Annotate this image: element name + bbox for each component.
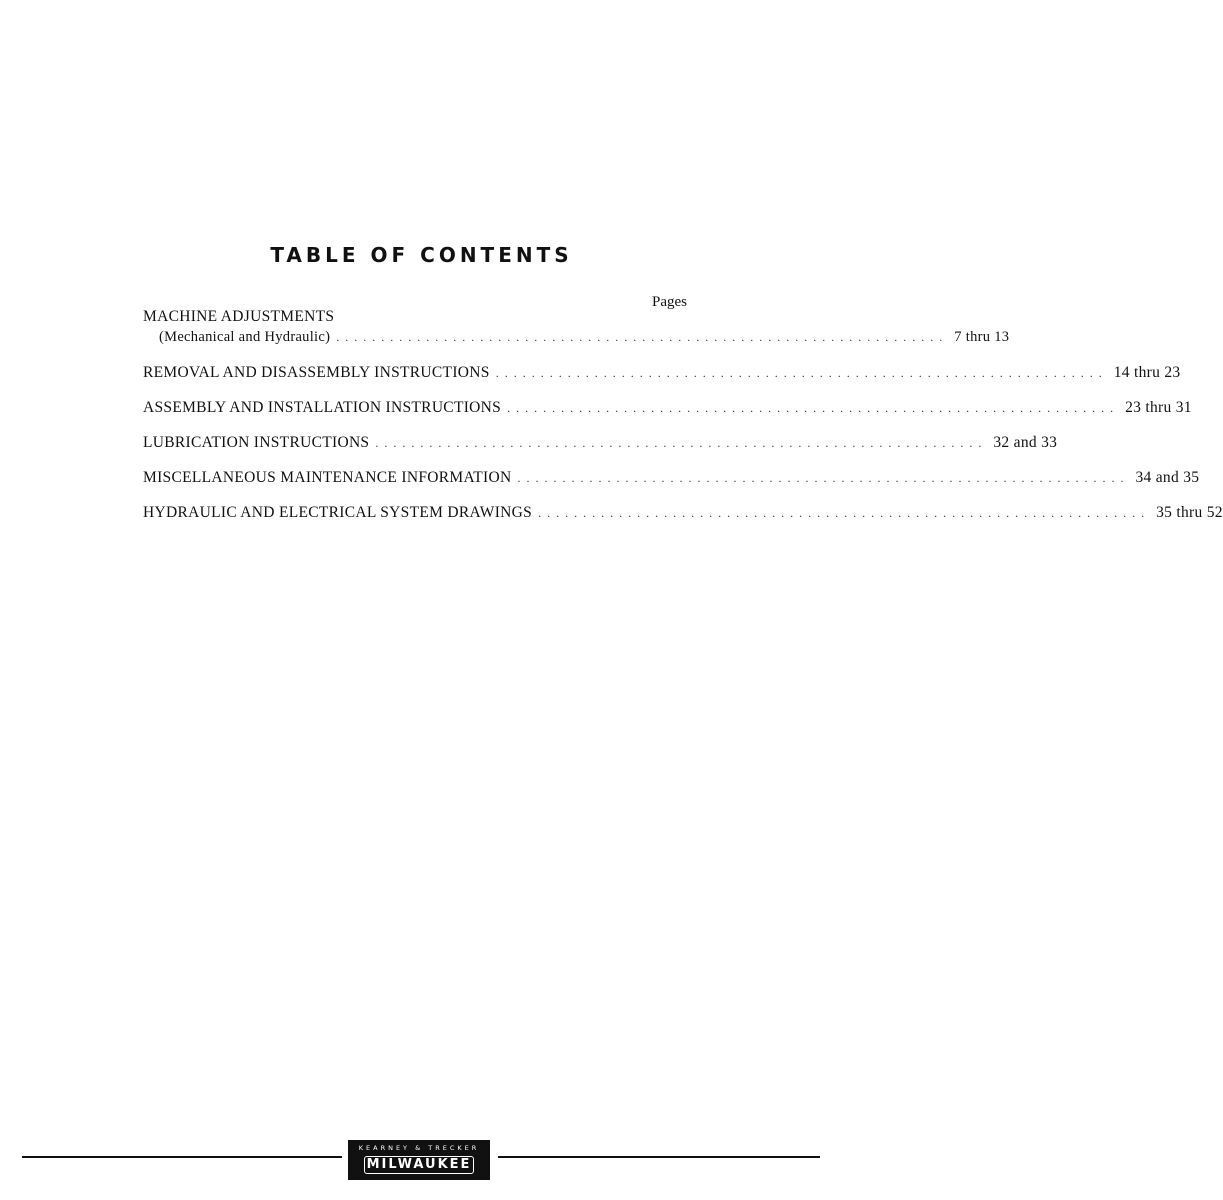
toc-entry-pages: 14 thru 23 bbox=[1113, 364, 1181, 381]
footer-rule-right bbox=[498, 1156, 820, 1158]
toc-entry-label: MACHINE ADJUSTMENTS bbox=[143, 308, 335, 325]
toc-entry-pages: 23 thru 31 bbox=[1125, 399, 1192, 416]
toc-entry-label: HYDRAULIC AND ELECTRICAL SYSTEM DRAWINGS bbox=[143, 504, 533, 521]
toc-entry-label: MISCELLANEOUS MAINTENANCE INFORMATION bbox=[143, 469, 512, 486]
dot-leader: .................................................................... bbox=[336, 330, 949, 344]
toc-entry-pages: 32 and 33 bbox=[993, 434, 1058, 451]
dot-leader: .................................................................... bbox=[507, 401, 1120, 415]
toc-entry-sublabel: (Mechanical and Hydraulic) bbox=[159, 329, 331, 345]
toc-list bbox=[143, 308, 1223, 525]
toc-entry bbox=[143, 364, 1181, 385]
toc-entry bbox=[143, 469, 1200, 490]
toc-entry-label: REMOVAL AND DISASSEMBLY INSTRUCTIONS bbox=[143, 364, 490, 381]
toc-entry bbox=[143, 329, 1010, 350]
dot-leader: .................................................................... bbox=[495, 366, 1108, 380]
toc-entry-pages: 34 and 35 bbox=[1135, 469, 1200, 486]
pages-column-header: Pages bbox=[652, 294, 687, 310]
logo-top-text: KEARNEY & TRECKER bbox=[358, 1144, 480, 1152]
dot-leader: .................................................................... bbox=[517, 471, 1130, 485]
toc-entry-pages: 35 thru 52 bbox=[1156, 504, 1223, 521]
toc-entry bbox=[143, 434, 1058, 455]
toc-entry-label: LUBRICATION INSTRUCTIONS bbox=[143, 434, 370, 451]
toc-entry-pages: 7 thru 13 bbox=[954, 329, 1010, 345]
page-title: TABLE OF CONTENTS bbox=[270, 243, 573, 267]
dot-leader: .................................................................... bbox=[538, 506, 1151, 520]
dot-leader: .................................................................... bbox=[375, 436, 988, 450]
toc-entry-label: ASSEMBLY AND INSTALLATION INSTRUCTIONS bbox=[143, 399, 502, 416]
footer-rule-left bbox=[22, 1156, 342, 1158]
company-logo bbox=[348, 1140, 490, 1180]
toc-entry bbox=[143, 399, 1192, 420]
logo-bottom-text: MILWAUKEE bbox=[364, 1156, 474, 1174]
toc-entry-heading bbox=[143, 308, 709, 329]
toc-entry bbox=[143, 504, 1223, 525]
